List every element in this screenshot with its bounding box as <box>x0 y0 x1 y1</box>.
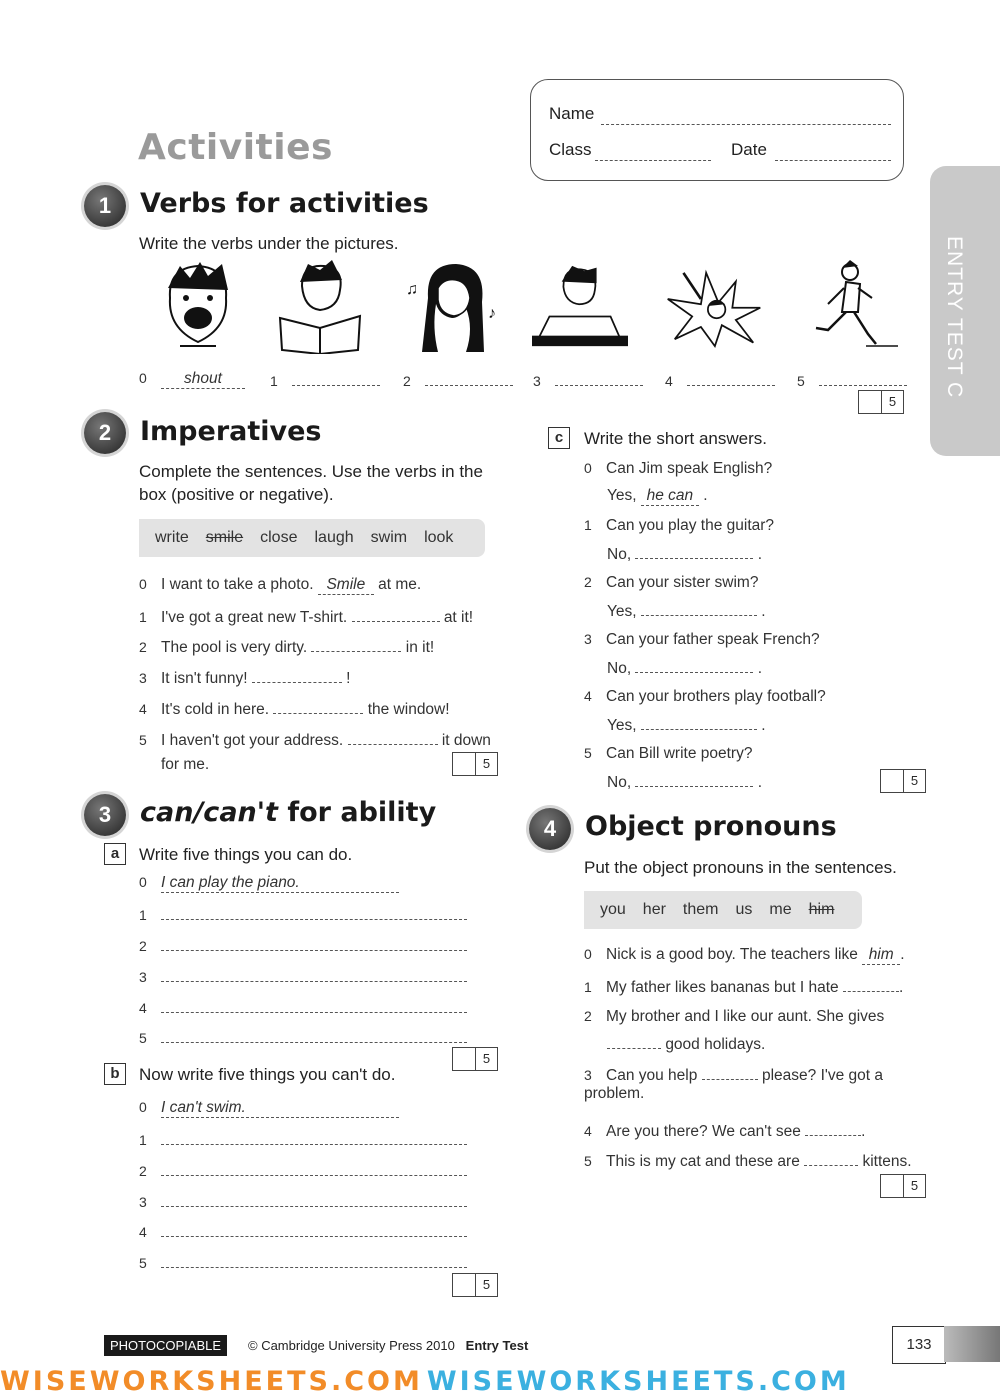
svg-text:♫: ♫ <box>406 281 418 298</box>
s3a-example-text: I can play the piano. <box>161 874 399 893</box>
date-label: Date <box>731 140 767 159</box>
shouting-boy-picture <box>150 258 246 354</box>
s2c-answer-row-4: Yes, . <box>607 717 766 734</box>
s2c-answer-2[interactable] <box>641 601 757 616</box>
s2-item-5-continuation: for me. <box>161 756 210 773</box>
name-label: Name <box>549 104 595 123</box>
s4-answer-0[interactable]: him <box>862 946 900 965</box>
s2-item-4 <box>139 699 450 719</box>
section-4-title: Object pronouns <box>585 811 837 842</box>
word-us: us <box>735 901 753 918</box>
footer-gray-band <box>944 1326 1000 1362</box>
s2c-question: Can Bill write poetry? <box>606 745 753 762</box>
s2-text-after: it down <box>441 732 491 749</box>
s2c-item-4 <box>584 688 826 706</box>
s2c-lead: No, <box>607 660 632 677</box>
s2-item-number: 4 <box>139 701 147 717</box>
s4-item-0 <box>584 946 905 965</box>
photocopiable-badge: PHOTOCOPIABLE <box>104 1335 227 1356</box>
s4-text-after: kittens. <box>862 1153 912 1170</box>
s2-text-before: I haven't got your address. <box>161 732 344 749</box>
section-1-number: 1 <box>84 185 126 227</box>
section-3-title-rest: for ability <box>287 797 437 828</box>
s2c-question: Can Jim speak English? <box>606 460 773 477</box>
s2c-item-number: 0 <box>584 460 592 476</box>
s2c-question: Can your brothers play football? <box>606 688 826 705</box>
s2c-item-number: 4 <box>584 688 592 704</box>
s3b-score-box[interactable] <box>452 1273 498 1297</box>
s2c-letter: c <box>548 427 570 449</box>
s3a-input-3[interactable] <box>161 967 467 982</box>
name-class-date-box <box>530 79 904 181</box>
s1-score-box[interactable] <box>858 390 904 414</box>
s1-item-number: 5 <box>797 373 805 389</box>
s1-item-5 <box>797 370 907 391</box>
s1-item-number: 0 <box>139 370 147 386</box>
s3a-line-number: 1 <box>139 907 147 923</box>
s3b-letter: b <box>104 1063 126 1085</box>
s2-text-after: ! <box>346 670 351 687</box>
s3a-line-3 <box>139 967 467 987</box>
s2c-answer-4[interactable] <box>641 715 757 730</box>
s3a-example: 0 I can play the piano. <box>139 874 399 893</box>
s1-answer-2[interactable] <box>425 370 513 386</box>
s2c-question: Can your father speak French? <box>606 631 820 648</box>
s3b-input-4[interactable] <box>161 1222 467 1237</box>
word-me: me <box>769 901 792 918</box>
section-4-number: 4 <box>529 808 571 850</box>
s2-item-number: 1 <box>139 609 147 625</box>
class-field[interactable] <box>595 144 711 161</box>
s3a-line-2 <box>139 936 467 956</box>
s2c-question: Can you play the guitar? <box>606 517 775 534</box>
s2c-item-1 <box>584 517 774 535</box>
s4-text-before: Are you there? We can't see <box>606 1123 801 1140</box>
s4-item-number: 2 <box>584 1008 592 1024</box>
word-look: look <box>424 529 454 546</box>
s2-score-box[interactable] <box>452 752 498 776</box>
page-number: 133 <box>892 1326 946 1364</box>
s1-item-number: 1 <box>270 373 278 389</box>
watermark-text-1: WISEWORKSHEETS.COM <box>0 1366 423 1397</box>
side-tab <box>930 166 1000 456</box>
s2-answer-1[interactable] <box>352 607 440 622</box>
copyright: © Cambridge University Press 2010 <box>248 1338 455 1353</box>
s2c-answer-row-1: No, . <box>607 546 763 563</box>
s4-item-number: 0 <box>584 946 592 962</box>
s3b-line-5 <box>139 1253 467 1273</box>
s4-answer-4[interactable] <box>805 1121 861 1136</box>
s2-text-after: the window! <box>367 701 450 718</box>
s3b-line-number: 3 <box>139 1194 147 1210</box>
word-you: you <box>600 901 626 918</box>
s2c-item-3 <box>584 631 820 649</box>
s2-text-after: at it! <box>443 609 474 626</box>
s3b-line-4 <box>139 1222 467 1242</box>
s4-item-number: 4 <box>584 1123 592 1139</box>
s2c-answer-1[interactable] <box>635 544 753 559</box>
test-name: Entry Test <box>465 1338 529 1353</box>
s3a-line-number: 5 <box>139 1030 147 1046</box>
s2-answer-3[interactable] <box>252 668 342 683</box>
s4-text-before: Nick is a good boy. The teachers like <box>606 946 858 963</box>
s3a-line-number: 2 <box>139 938 147 954</box>
s4-text-after: good holidays. <box>665 1036 766 1053</box>
side-tab-label: ENTRY TEST C <box>943 236 966 399</box>
s4-score-total: 5 <box>910 1178 919 1193</box>
class-label: Class <box>549 140 592 159</box>
s2-score-total: 5 <box>482 756 491 771</box>
s4-text-after: please? I've got a problem. <box>584 1067 883 1102</box>
s4-word-box <box>584 891 862 929</box>
s3a-input-1[interactable] <box>161 905 467 920</box>
section-2-instruction: Complete the sentences. Use the verbs in the box (positive or negative). <box>139 462 483 504</box>
s2-item-number: 2 <box>139 639 147 655</box>
s1-score-total: 5 <box>888 394 897 409</box>
svg-text:♪: ♪ <box>488 305 496 322</box>
s2c-lead: Yes, <box>607 487 637 504</box>
s2-text-after: at me. <box>378 576 422 593</box>
s3b-line-number: 1 <box>139 1132 147 1148</box>
s2c-lead: No, <box>607 546 632 563</box>
section-3-number: 3 <box>84 794 126 836</box>
s4-text-before: My brother and I like our aunt. She gives <box>606 1008 885 1025</box>
s3b-example: 0 I can't swim. <box>139 1099 399 1118</box>
s1-item-number: 4 <box>665 373 673 389</box>
s4-item-2-cont <box>607 1034 765 1054</box>
word-swim: swim <box>370 529 408 546</box>
s2c-item-number: 5 <box>584 745 592 761</box>
date-field[interactable] <box>775 144 891 161</box>
s2c-score-box[interactable] <box>880 769 926 793</box>
s3a-line-number: 4 <box>139 1000 147 1016</box>
s1-answer-4[interactable] <box>687 370 775 386</box>
watermark-text-2: WISEWORKSHEETS.COM <box>426 1366 850 1397</box>
s3b-line-2 <box>139 1161 467 1181</box>
word-him: him <box>808 901 835 918</box>
s3a-input-4[interactable] <box>161 998 467 1013</box>
s2-text-before: The pool is very dirty. <box>161 639 308 656</box>
s2-item-5 <box>139 730 491 750</box>
word-them: them <box>682 901 719 918</box>
s2-text-after: in it! <box>405 639 435 656</box>
s2c-instruction: Write the short answers. <box>584 429 767 448</box>
s4-text-before: This is my cat and these are <box>606 1153 800 1170</box>
section-1-title: Verbs for activities <box>140 188 429 219</box>
s4-item-2 <box>584 1008 884 1026</box>
s2c-answer-row-2: Yes, . <box>607 603 766 620</box>
swimming-girl-picture <box>666 258 762 354</box>
s1-item-1 <box>270 370 380 391</box>
word-close: close <box>260 529 298 546</box>
s3a-score-box[interactable] <box>452 1047 498 1071</box>
s2-item-2 <box>139 637 434 657</box>
s2-answer-4[interactable] <box>273 699 363 714</box>
s2c-item-number: 2 <box>584 574 592 590</box>
s3b-line-number: 5 <box>139 1255 147 1271</box>
s3a-line-number: 3 <box>139 969 147 985</box>
s3a-line-5 <box>139 1028 467 1048</box>
s1-item-4 <box>665 370 775 391</box>
s3a-score-total: 5 <box>482 1051 491 1066</box>
footer-text <box>248 1338 528 1353</box>
s4-item-3 <box>584 1065 884 1103</box>
s2c-item-5 <box>584 745 752 763</box>
word-laugh: laugh <box>314 529 354 546</box>
section-3-title <box>140 797 436 828</box>
s4-item-number: 5 <box>584 1153 592 1169</box>
s2c-lead: Yes, <box>607 603 637 620</box>
s2-answer-0[interactable]: Smile <box>318 576 374 595</box>
word-smile: smile <box>205 529 244 546</box>
s4-text-after: . <box>861 1123 866 1140</box>
s2-item-number: 5 <box>139 732 147 748</box>
s2-item-0 <box>139 576 421 595</box>
s2-answer-2[interactable] <box>311 637 401 652</box>
s1-answer-0[interactable]: shout <box>161 370 245 389</box>
s1-answer-1[interactable] <box>292 370 380 386</box>
s2c-answer-0[interactable]: he can <box>641 487 699 506</box>
s2c-answer-row-0: Yes, he can . <box>607 487 708 504</box>
s4-answer-1[interactable] <box>843 977 899 992</box>
s3a-line-4 <box>139 998 467 1018</box>
section-3-title-italic: can/can't <box>140 797 278 828</box>
s3b-line-number: 2 <box>139 1163 147 1179</box>
s1-item-0 <box>139 370 245 389</box>
s3b-line-1 <box>139 1130 467 1150</box>
s3b-input-5[interactable] <box>161 1253 467 1268</box>
s4-text-before: Can you help <box>606 1067 698 1084</box>
section-2-number: 2 <box>84 412 126 454</box>
s4-answer-5[interactable] <box>804 1151 858 1166</box>
page-title: Activities <box>138 127 333 168</box>
s4-item-number: 3 <box>584 1067 592 1083</box>
s2-item-number: 3 <box>139 670 147 686</box>
s2-text-before: It isn't funny! <box>161 670 248 687</box>
s3b-score-total: 5 <box>482 1277 491 1292</box>
s4-text-before: My father likes bananas but I hate <box>606 979 839 996</box>
s4-item-5 <box>584 1151 912 1171</box>
s2c-lead: No, <box>607 774 632 791</box>
writing-boy-picture <box>532 258 628 354</box>
s4-text-after: . <box>898 979 904 996</box>
s3a-instruction: Write five things you can do. <box>139 845 353 864</box>
section-2-title: Imperatives <box>140 416 322 447</box>
s4-item-1 <box>584 977 903 997</box>
running-boy-picture <box>806 258 902 354</box>
singing-girl-picture <box>404 258 500 354</box>
s2-text-before: It's cold in here. <box>161 701 270 718</box>
s3a-line-1 <box>139 905 467 925</box>
s4-answer-2[interactable] <box>607 1034 661 1049</box>
s4-item-4 <box>584 1121 865 1141</box>
s1-answer-5[interactable] <box>819 370 907 386</box>
reading-boy-picture <box>272 258 368 354</box>
s4-answer-3[interactable] <box>702 1065 758 1080</box>
s3a-input-5[interactable] <box>161 1028 467 1043</box>
s2c-item-2 <box>584 574 758 592</box>
s2c-answer-5[interactable] <box>635 772 753 787</box>
s2-item-number: 0 <box>139 576 147 592</box>
s3b-input-3[interactable] <box>161 1192 467 1207</box>
s4-text-after: . <box>900 946 905 963</box>
s1-item-number: 3 <box>533 373 541 389</box>
section-1-instruction: Write the verbs under the pictures. <box>139 234 399 253</box>
watermark <box>0 1366 1000 1400</box>
s3b-input-2[interactable] <box>161 1161 467 1176</box>
s4-score-box[interactable] <box>880 1174 926 1198</box>
s2-item-3 <box>139 668 350 688</box>
s2-text-before: I've got a great new T-shirt. <box>161 609 348 626</box>
s3b-line-number: 4 <box>139 1224 147 1240</box>
s2c-answer-3[interactable] <box>635 658 753 673</box>
name-field[interactable] <box>601 108 891 125</box>
s4-item-number: 1 <box>584 979 592 995</box>
s2c-item-number: 1 <box>584 517 592 533</box>
s2-text-before: I want to take a photo. <box>161 576 314 593</box>
s3b-input-1[interactable] <box>161 1130 467 1145</box>
s1-item-3 <box>533 370 643 391</box>
word-write: write <box>155 529 189 546</box>
s1-item-number: 2 <box>403 373 411 389</box>
s3b-line-3 <box>139 1192 467 1212</box>
s2c-answer-row-5: No, . <box>607 774 763 791</box>
s2-answer-5[interactable] <box>348 730 438 745</box>
section-4-instruction: Put the object pronouns in the sentences. <box>584 858 897 877</box>
s2c-score-total: 5 <box>910 773 919 788</box>
word-her: her <box>642 901 666 918</box>
s2-word-box <box>139 519 485 557</box>
s1-answer-3[interactable] <box>555 370 643 386</box>
s2c-item-0 <box>584 460 772 478</box>
s3b-instruction: Now write five things you can't do. <box>139 1065 396 1084</box>
s1-item-2 <box>403 370 513 391</box>
s3a-letter: a <box>104 843 126 865</box>
s3a-input-2[interactable] <box>161 936 467 951</box>
s2c-lead: Yes, <box>607 717 637 734</box>
s2c-answer-row-3: No, . <box>607 660 763 677</box>
s2c-item-number: 3 <box>584 631 592 647</box>
s2-item-1 <box>139 607 473 627</box>
s3b-example-text: I can't swim. <box>161 1099 399 1118</box>
s2c-question: Can your sister swim? <box>606 574 759 591</box>
